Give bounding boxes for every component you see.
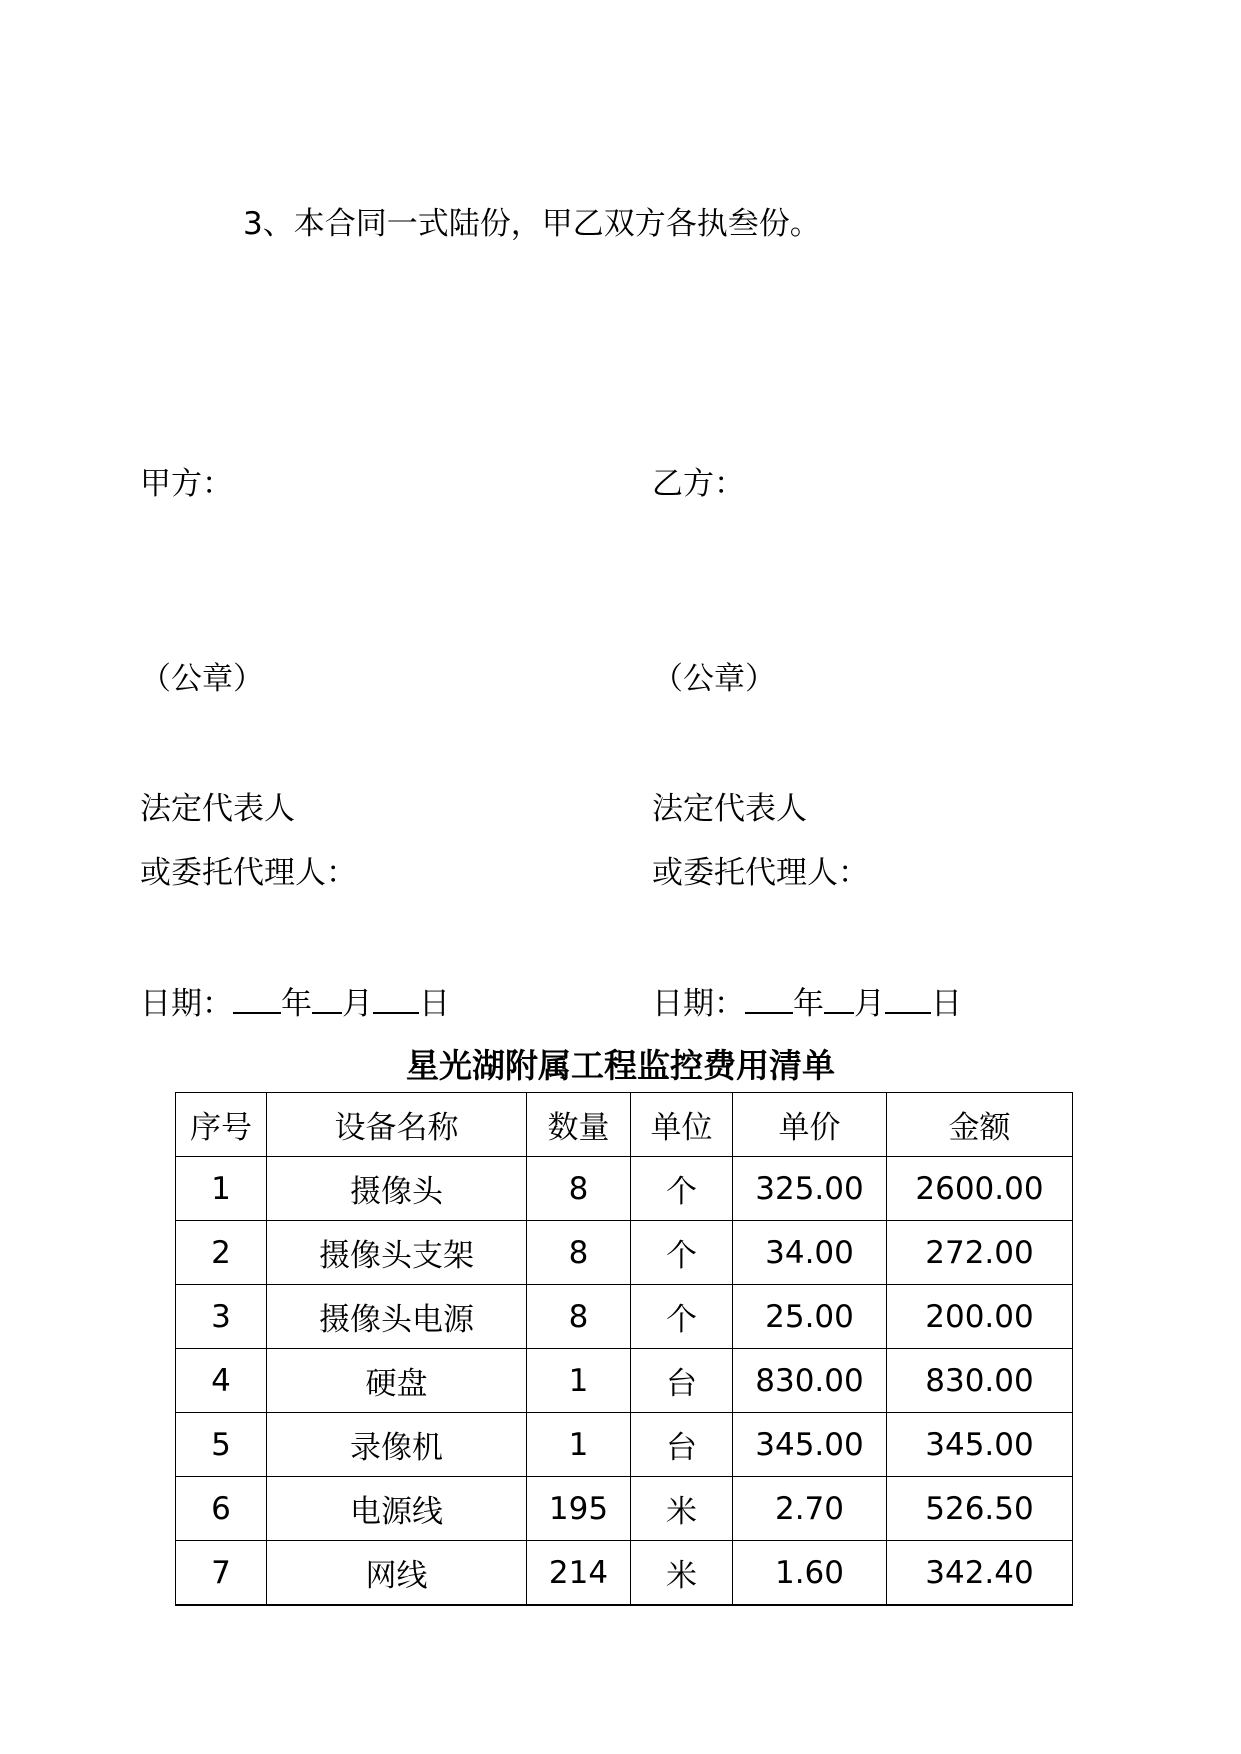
cost-list-title: 星光湖附属工程监控费用清单 — [406, 1046, 835, 1085]
table-cell: 摄像头支架 — [267, 1221, 527, 1285]
table-cell: 342.40 — [887, 1541, 1073, 1606]
date-prefix: 日期： — [140, 986, 233, 1022]
table-row — [176, 1541, 1073, 1606]
table-cell: 830.00 — [887, 1349, 1073, 1413]
table-cell: 3 — [176, 1285, 267, 1349]
year-blank — [745, 981, 793, 1014]
table-cell: 2600.00 — [887, 1157, 1073, 1221]
table-row — [176, 1157, 1073, 1221]
table-cell: 345.00 — [733, 1413, 887, 1477]
year-label: 年 — [281, 986, 312, 1022]
party-b-rep-line2: 或委托代理人： — [652, 855, 869, 891]
header-cell: 序号 — [176, 1093, 267, 1157]
table-cell: 摄像头 — [267, 1157, 527, 1221]
table-cell: 1 — [176, 1157, 267, 1221]
party-b-seal: （公章） — [652, 661, 776, 697]
table-cell: 214 — [527, 1541, 631, 1606]
table-cell: 830.00 — [733, 1349, 887, 1413]
party-a-label: 甲方： — [140, 466, 233, 502]
table-cell: 5 — [176, 1413, 267, 1477]
table-cell: 个 — [631, 1285, 733, 1349]
table-cell: 8 — [527, 1285, 631, 1349]
table-cell: 4 — [176, 1349, 267, 1413]
month-label: 月 — [854, 986, 885, 1022]
year-label: 年 — [793, 986, 824, 1022]
header-cell: 设备名称 — [267, 1093, 527, 1157]
table-row — [176, 1413, 1073, 1477]
party-a-rep-line2: 或委托代理人： — [140, 855, 357, 891]
year-blank — [233, 981, 281, 1014]
cost-table — [175, 1092, 1073, 1606]
header-cell: 单价 — [733, 1093, 887, 1157]
party-b-rep-line1: 法定代表人 — [652, 791, 807, 827]
table-cell: 1 — [527, 1413, 631, 1477]
table-cell: 摄像头电源 — [267, 1285, 527, 1349]
month-blank — [824, 981, 854, 1014]
table-cell: 米 — [631, 1541, 733, 1606]
table-cell: 台 — [631, 1349, 733, 1413]
table-cell: 34.00 — [733, 1221, 887, 1285]
table-cell: 8 — [527, 1221, 631, 1285]
table-cell: 台 — [631, 1413, 733, 1477]
party-b-label: 乙方： — [652, 466, 745, 502]
party-a-rep-line1: 法定代表人 — [140, 791, 295, 827]
header-cell: 数量 — [527, 1093, 631, 1157]
table-row — [176, 1477, 1073, 1541]
table-cell: 195 — [527, 1477, 631, 1541]
party-a-seal: （公章） — [140, 661, 264, 697]
table-cell: 网线 — [267, 1541, 527, 1606]
table-cell: 2 — [176, 1221, 267, 1285]
table-cell: 硬盘 — [267, 1349, 527, 1413]
table-cell: 8 — [527, 1157, 631, 1221]
table-cell: 录像机 — [267, 1413, 527, 1477]
table-row — [176, 1285, 1073, 1349]
table-cell: 325.00 — [733, 1157, 887, 1221]
table-cell: 7 — [176, 1541, 267, 1606]
date-prefix: 日期： — [652, 986, 745, 1022]
table-row — [176, 1221, 1073, 1285]
table-cell: 1 — [527, 1349, 631, 1413]
table-cell: 272.00 — [887, 1221, 1073, 1285]
contract-copies-clause: 3、本合同一式陆份，甲乙双方各执叁份。 — [243, 206, 821, 242]
day-label: 日 — [419, 986, 450, 1022]
header-cell: 金额 — [887, 1093, 1073, 1157]
table-cell: 1.60 — [733, 1541, 887, 1606]
party-a-date — [140, 978, 450, 1023]
table-cell: 个 — [631, 1157, 733, 1221]
day-blank — [885, 981, 931, 1014]
month-blank — [312, 981, 342, 1014]
table-row — [176, 1349, 1073, 1413]
table-cell: 345.00 — [887, 1413, 1073, 1477]
table-cell: 米 — [631, 1477, 733, 1541]
table-cell: 6 — [176, 1477, 267, 1541]
party-b-date — [652, 978, 962, 1023]
header-cell: 单位 — [631, 1093, 733, 1157]
month-label: 月 — [342, 986, 373, 1022]
table-cell: 526.50 — [887, 1477, 1073, 1541]
day-blank — [373, 981, 419, 1014]
table-header-row — [176, 1093, 1073, 1157]
day-label: 日 — [931, 986, 962, 1022]
table-cell: 2.70 — [733, 1477, 887, 1541]
table-cell: 200.00 — [887, 1285, 1073, 1349]
table-cell: 个 — [631, 1221, 733, 1285]
table-cell: 25.00 — [733, 1285, 887, 1349]
table-cell: 电源线 — [267, 1477, 527, 1541]
